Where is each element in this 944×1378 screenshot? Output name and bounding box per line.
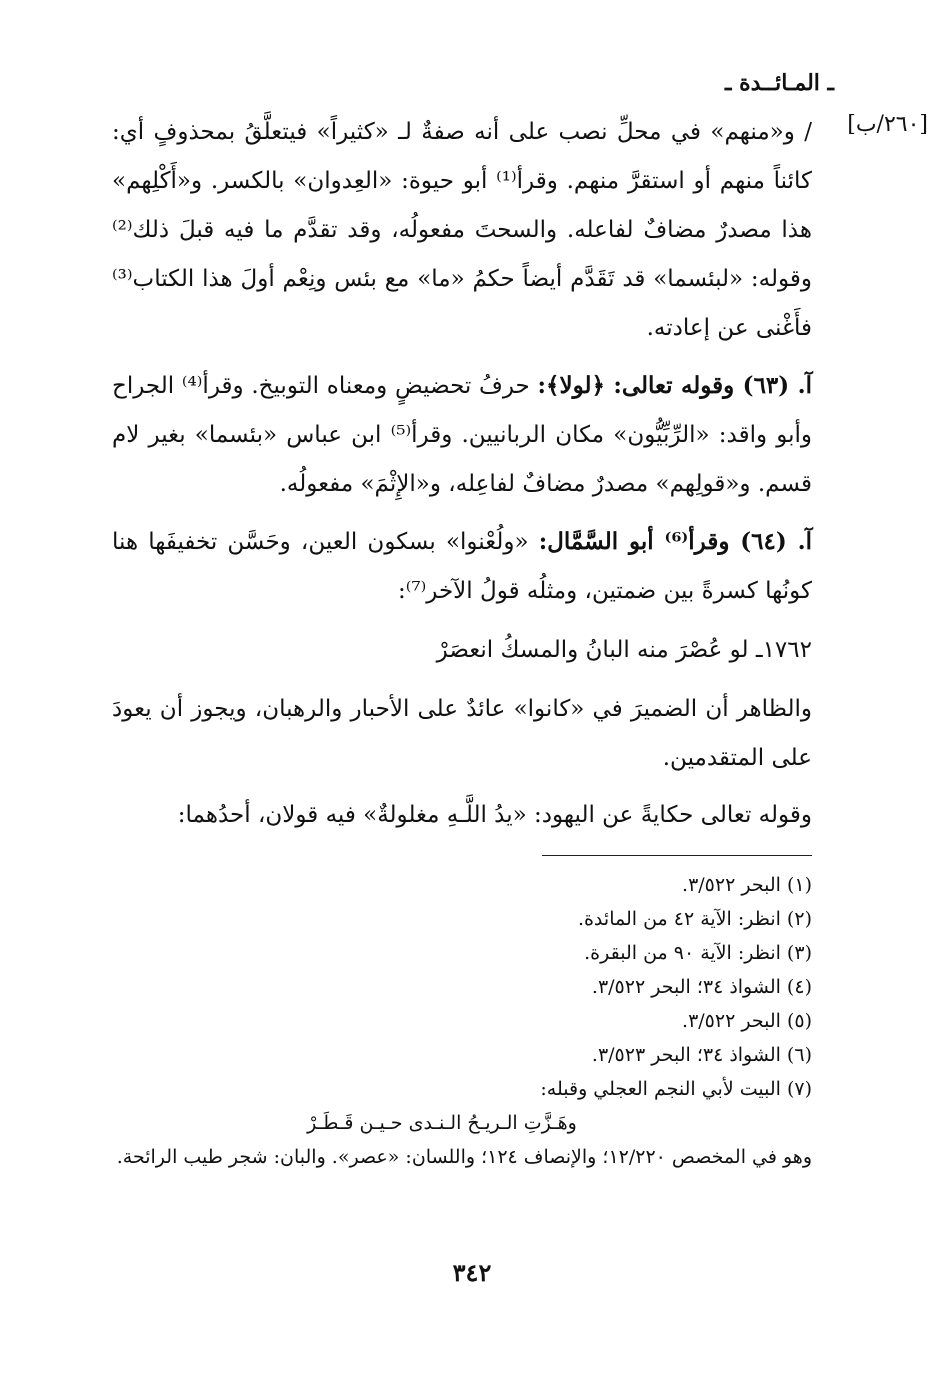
page-number: ٣٤٢ <box>452 1258 492 1287</box>
footnotes <box>112 868 812 1174</box>
footnote-2: (٢) انظر: الآية ٤٢ من المائدة. <box>577 908 812 930</box>
footnote-7: (٧) البيت لأبي النجم العجلي وقبله: <box>540 1078 812 1100</box>
manuscript-folio-ref: [٢٦٠/ب] <box>847 112 928 137</box>
footnote-1: (١) البحر ٣/٥٢٢. <box>682 874 812 896</box>
footnote-divider <box>542 855 812 856</box>
running-header: ـ المـائــدة ـ <box>725 70 834 96</box>
paragraph-4: والظاهر أن الضميرَ في «كانوا» عائدٌ على الأحبار والرهبان، ويجوز أن يعودَ على المتقدمين. <box>112 696 812 771</box>
footnote-3: (٣) انظر: الآية ٩٠ من البقرة. <box>584 942 812 964</box>
footnote-7-continuation: وهو في المخصص ١٢/٢٢٠؛ والإنصاف ١٢٤؛ واللسان: «عصر». والبان: شجر طيب الرائحة. <box>116 1146 812 1168</box>
footnote-7-verse: وهَـزَّتِ الـريـحُ الـنـدى حـيـن قَـطَـرْ <box>307 1112 577 1134</box>
verse-64-marker: آ. (٦٤) وقرأ⁽⁶⁾ أبو السَّمَّال: <box>538 528 812 555</box>
paragraph-5: وقوله تعالى حكايةً عن اليهود: «يدُ اللَّـهِ مغلولةٌ» فيه قولان، أحدُهما: <box>177 802 812 828</box>
paragraph-2 <box>112 361 812 509</box>
poem-line-1762: ١٧٦٢ـ لو عُصْرَ منه البانُ والمسكُ انعصَرْ <box>436 637 812 663</box>
paragraph-3 <box>112 517 812 616</box>
verse-63-commentary: حرفُ تحضيضٍ ومعناه التوبيخ. وقرأ⁽⁴⁾ الجراح وأبو واقد: «الرِّبِّيُّون» مكان الربانيين. وقرأ⁽⁵⁾ ابن عباس «بئسما» بغير لام قسم. و«قولِهم» مصدرٌ مضافٌ لفاعِله، و«الإِثْمَ» مفعولُه. <box>112 373 812 497</box>
verse-63-marker: آ. (٦٣) وقوله تعالى: ﴿لولا﴾: <box>537 372 812 399</box>
footnote-6: (٦) الشواذ ٣٤؛ البحر ٣/٥٢٣. <box>591 1044 812 1066</box>
footnote-5: (٥) البحر ٣/٥٢٢. <box>682 1010 812 1032</box>
main-text <box>112 108 812 840</box>
paragraph-1: / و«منهم» في محلِّ نصب على أنه صفةٌ لـ «كثيراً» فيتعلَّقُ بمحذوفٍ أي: كائناً منهم أو استقرَّ منهم. وقرأ⁽¹⁾ أبو حيوة: «العِدوان» بالكسر. و«أَكْلِهم» هذا مصدرٌ مضافٌ لفاعله. والسحتَ مفعولُه، وقد تقدَّم ما فيه قبلَ ذلك⁽²⁾ وقوله: «لبئسما» قد تَقَدَّم أيضاً حكمُ «ما» مع بئس ونِعْم أولَ هذا الكتاب⁽³⁾ فأَغْنى عن إعادته. <box>112 119 812 341</box>
footnote-4: (٤) الشواذ ٣٤؛ البحر ٣/٥٢٢. <box>591 976 812 998</box>
verse-64-commentary: «ولُعْنوا» بسكون العين، وحَسَّن تخفيفَها هنا كونُها كسرةً بين ضمتين، ومثلُه قولُ الآخر⁽⁷⁾: <box>112 529 812 604</box>
